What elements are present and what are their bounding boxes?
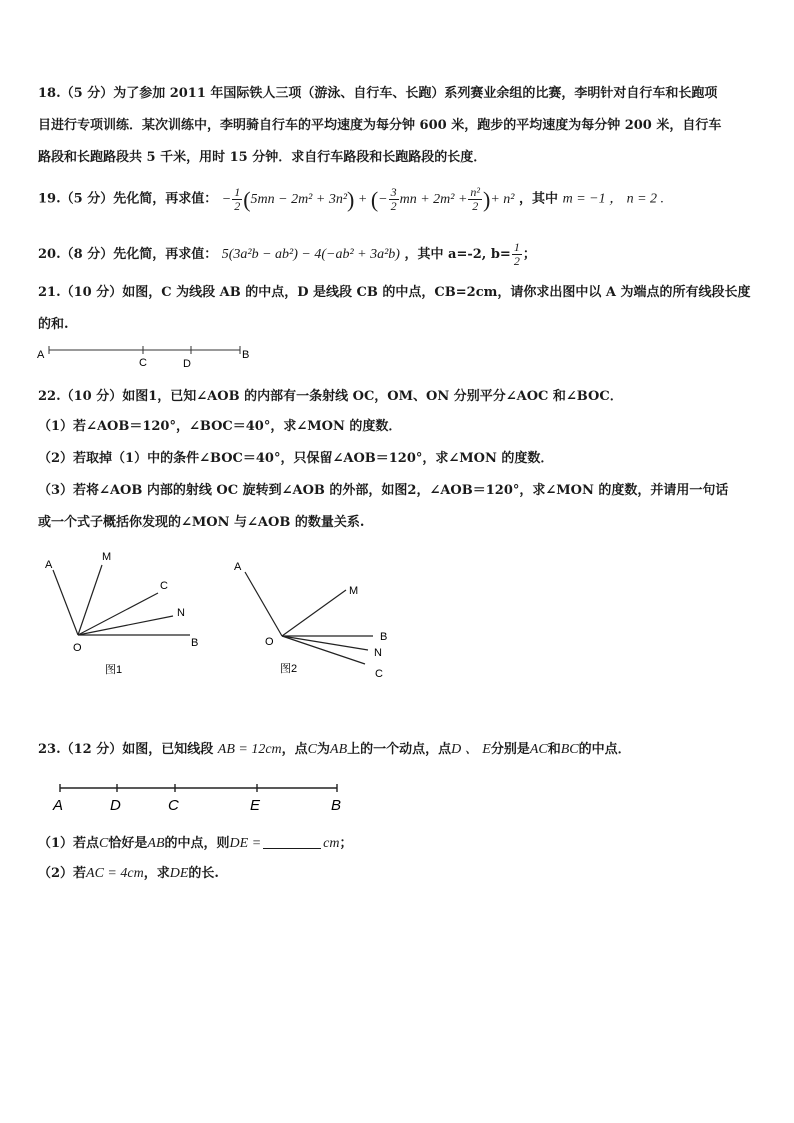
label-n: N bbox=[177, 607, 185, 619]
q19-line bbox=[38, 186, 664, 213]
q18-line1: 18.（5 分）为了参加 2011 年国际铁人三项（游泳、自行车、长跑）系列赛业余组的比赛，李明针对自行车和长跑项 bbox=[38, 86, 718, 101]
q23-part1-pre: （1）若点 bbox=[38, 836, 100, 851]
q23-segment-figure bbox=[50, 780, 360, 816]
q19-expression: − $\frac{1}{2}$ (5mn − 2m² + 3n²) + (− $\frac{3}{2}$ mn + 2m² + $\frac{\text{n²}}{2}$ )+ n² bbox=[221, 185, 515, 213]
q19-frac1-num: 1 bbox=[234, 185, 241, 199]
q20-condition: ，其中 a=-2, b= bbox=[404, 247, 511, 262]
label-c: C bbox=[160, 580, 168, 592]
q20-prefix: 20.（8 分）先化简，再求值： bbox=[38, 247, 218, 262]
q19-frac3-num: n² bbox=[470, 185, 481, 199]
label-d: D bbox=[183, 358, 191, 370]
q23-ac: AC bbox=[529, 742, 548, 757]
ray-om bbox=[282, 590, 346, 636]
q18-line2: 目进行专项训练．某次训练中，李明骑自行车的平均速度为每分钟 600 米，跑步的平均速度为每分钟 200 米，自行车 bbox=[38, 118, 722, 133]
q20-frac-num: 1 bbox=[513, 240, 520, 254]
q20-frac-den: 2 bbox=[513, 254, 520, 268]
q22-part3b: 或一个式子概括你发现的∠MON 与∠AOB 的数量关系. bbox=[38, 515, 365, 530]
q19-frac1-den: 2 bbox=[234, 199, 241, 213]
label-d: D bbox=[110, 797, 121, 814]
q23-part2-mid: ，求 bbox=[143, 866, 170, 881]
q23-ab: AB bbox=[330, 742, 348, 757]
q23-part2-ac: AC = 4cm bbox=[86, 866, 144, 881]
label-a: A bbox=[37, 349, 45, 361]
q21-line2: 的和. bbox=[38, 317, 69, 332]
q23-line bbox=[38, 738, 631, 758]
q19-frac2-den: 2 bbox=[390, 199, 397, 213]
label-b: B bbox=[242, 349, 250, 361]
q20-line bbox=[38, 241, 536, 268]
figure-1-caption: 图1 bbox=[105, 664, 123, 676]
answer-blank[interactable] bbox=[263, 836, 321, 849]
q23-seg: AB = 12cm bbox=[217, 742, 282, 757]
q19-cond-label: ，其中 bbox=[519, 191, 559, 207]
q23-and: 和 bbox=[547, 742, 561, 757]
label-c: C bbox=[375, 668, 383, 680]
q23-mid1: ，点 bbox=[281, 742, 308, 757]
q23-part2-pre: （2）若 bbox=[38, 866, 87, 881]
q23-part1-mid2: 的中点，则 bbox=[164, 836, 230, 851]
q23-part1-mid: 恰好是 bbox=[108, 836, 148, 851]
q23-c: C bbox=[307, 742, 317, 757]
q19-expr1: 5mn − 2m² + 3n² bbox=[250, 191, 348, 207]
q23-part2 bbox=[38, 862, 219, 882]
label-b: B bbox=[380, 631, 388, 643]
q23-part1-unit: cm bbox=[323, 836, 340, 851]
label-a: A bbox=[234, 561, 242, 573]
q22-part3a: （3）若将∠AOB 内部的射线 OC 旋转到∠AOB 的外部，如图2，∠AOB＝120°，求∠MON 的度数，并请用一句话 bbox=[38, 483, 729, 498]
label-c: C bbox=[139, 357, 147, 369]
q23-mid2: 为 bbox=[317, 742, 331, 757]
q23-part1 bbox=[38, 832, 352, 852]
label-o: O bbox=[265, 636, 274, 648]
label-e: E bbox=[250, 797, 261, 814]
q21-segment-figure bbox=[30, 340, 270, 372]
ray-oa bbox=[53, 570, 78, 635]
ray-oc bbox=[282, 636, 365, 664]
label-a: A bbox=[53, 797, 64, 814]
q21-line1: 21.（10 分）如图，C 为线段 AB 的中点，D 是线段 CB 的中点，CB=2cm，请你求出图中以 A 为端点的所有线段长度 bbox=[38, 285, 751, 300]
q23-mid4: 分别是 bbox=[490, 742, 530, 757]
label-n: N bbox=[374, 647, 382, 659]
ray-on bbox=[282, 636, 368, 650]
label-b: B bbox=[191, 637, 199, 649]
label-m: M bbox=[102, 551, 112, 563]
q23-part1-ab: AB bbox=[147, 836, 165, 851]
q18-line3: 路段和长跑路段共 5 千米，用时 15 分钟．求自行车路段和长跑路段的长度． bbox=[38, 150, 487, 165]
ray-on bbox=[78, 616, 173, 635]
label-a: A bbox=[45, 559, 53, 571]
q19-frac2-num: 3 bbox=[390, 185, 397, 199]
label-c: C bbox=[168, 797, 179, 814]
q22-figure-2 bbox=[228, 552, 408, 687]
q23-bc: BC bbox=[560, 742, 579, 757]
q23-prefix: 23.（12 分）如图，已知线段 bbox=[38, 742, 214, 757]
label-b: B bbox=[331, 797, 342, 814]
q23-end: 的中点． bbox=[578, 742, 631, 757]
q22-line1: 22.（10 分）如图1，已知∠AOB 的内部有一条射线 OC，OM、ON 分别平分∠AOC 和∠BOC． bbox=[38, 389, 623, 404]
q23-part1-de: DE = bbox=[229, 836, 262, 851]
q23-part1-end: ； bbox=[339, 836, 353, 851]
label-m: M bbox=[349, 585, 359, 597]
q19-tail: + n² bbox=[490, 191, 515, 207]
ray-oa bbox=[245, 572, 282, 636]
q19-prefix: 19.（5 分）先化简，再求值： bbox=[38, 191, 218, 207]
label-o: O bbox=[73, 642, 82, 654]
q23-part2-de: DE bbox=[169, 866, 189, 881]
q19-cond-value: m = −1 ， n = 2 . bbox=[562, 191, 665, 207]
figure-2-caption: 图2 bbox=[280, 663, 298, 675]
q22-figure-1 bbox=[40, 545, 220, 680]
q19-frac3-den: 2 bbox=[472, 199, 479, 213]
q19-expr2a: mn + 2m² + bbox=[399, 191, 468, 207]
q20-end: ； bbox=[522, 247, 536, 262]
q23-part1-c: C bbox=[99, 836, 109, 851]
q23-part2-end: 的长. bbox=[188, 866, 219, 881]
q23-de: D 、 E bbox=[451, 742, 491, 757]
q23-mid3: 上的一个动点，点 bbox=[347, 742, 452, 757]
q20-expression: 5(3a²b − ab²) − 4(−ab² + 3a²b) bbox=[221, 247, 400, 262]
q22-part1: （1）若∠AOB＝120°，∠BOC＝40°，求∠MON 的度数． bbox=[38, 419, 402, 434]
q22-part2: （2）若取掉（1）中的条件∠BOC＝40°，只保留∠AOB＝120°，求∠MON 的度数． bbox=[38, 451, 554, 466]
